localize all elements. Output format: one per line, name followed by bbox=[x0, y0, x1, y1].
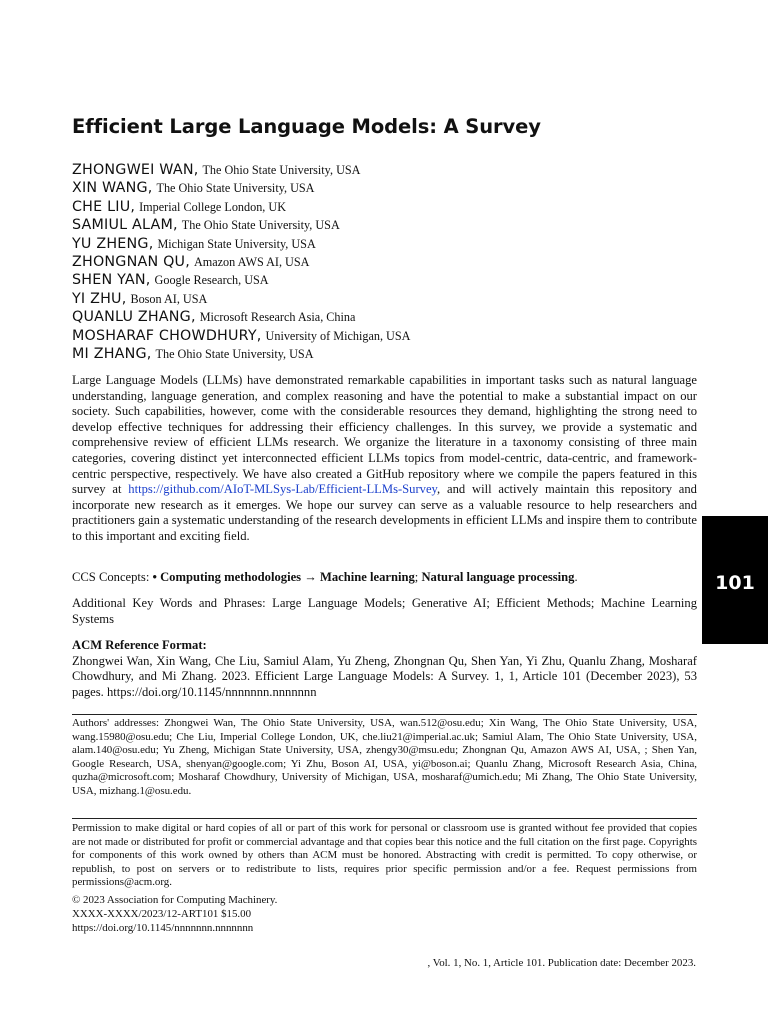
divider bbox=[72, 714, 697, 715]
ccs-end: . bbox=[574, 570, 578, 584]
paper-title: Efficient Large Language Models: A Survey bbox=[72, 115, 541, 138]
author-name: CHE LIU, bbox=[72, 198, 136, 215]
author-name: XIN WANG, bbox=[72, 180, 153, 197]
author-affiliation: Amazon AWS AI, USA bbox=[193, 254, 310, 269]
author-name: ZHONGNAN QU, bbox=[72, 253, 190, 270]
author-affiliation: Google Research, USA bbox=[154, 273, 269, 288]
author-entry bbox=[72, 216, 410, 234]
article-number: 101 bbox=[715, 572, 755, 594]
abstract-text-continued: , and will actively maintain this repository and incorporate new research as it emerges. We hope our survey can serve as a valuable resource to help researchers and practitioners gain a systematic understanding of the research developments in efficient LLMs and inspire them to contribute to this important and exciting field. bbox=[72, 482, 697, 543]
abstract-text: Large Language Models (LLMs) have demonstrated remarkable capabilities in important tasks such as natural language understanding, language generation, and complex reasoning and have the potential to make a substantial impact on our society. Such capabilities, however, come with the considerable resources they demand, highlighting the strong need to develop effective techniques for addressing their efficiency challenges. In this survey, we provide a systematic and comprehensive review of efficient LLMs research. We organize the literature in a taxonomy consisting of three main categories, covering distinct yet interconnected efficient LLMs topics from model-centric, data-centric, and framework-centric perspective, respectively. We have also created a GitHub repository where we compile the papers featured in this survey at bbox=[72, 373, 697, 497]
author-name: YU ZHENG, bbox=[72, 235, 154, 252]
author-affiliation: Michigan State University, USA bbox=[157, 236, 316, 251]
author-entry bbox=[72, 161, 410, 179]
keywords: Additional Key Words and Phrases: Large Language Models; Generative AI; Efficient Methods; Machine Learning Systems bbox=[72, 596, 697, 626]
issn-line: XXXX-XXXX/2023/12-ART101 $15.00 bbox=[72, 908, 252, 920]
publication-info: , Vol. 1, No. 1, Article 101. Publication date: December 2023. bbox=[427, 957, 696, 969]
author-name: MI ZHANG, bbox=[72, 345, 152, 362]
author-affiliation: Boson AI, USA bbox=[130, 291, 208, 306]
author-affiliation: The Ohio State University, USA bbox=[155, 346, 314, 361]
author-entry bbox=[72, 235, 410, 253]
author-name: MOSHARAF CHOWDHURY, bbox=[72, 327, 262, 344]
author-entry bbox=[72, 179, 410, 197]
author-affiliation: The Ohio State University, USA bbox=[181, 218, 340, 233]
author-name: ZHONGWEI WAN, bbox=[72, 162, 199, 178]
author-entry bbox=[72, 198, 410, 216]
acm-reference-heading: ACM Reference Format: bbox=[72, 638, 207, 652]
ccs-concepts bbox=[72, 569, 697, 585]
copyright-line: © 2023 Association for Computing Machinery. bbox=[72, 894, 278, 906]
ccs-bullet: • bbox=[152, 570, 157, 584]
ccs-concept-computing: Computing methodologies bbox=[160, 570, 302, 584]
divider bbox=[72, 818, 697, 819]
ccs-separator: ; bbox=[414, 570, 419, 584]
author-list bbox=[72, 161, 410, 363]
ccs-label: CCS Concepts: bbox=[72, 570, 153, 584]
ccs-concept-nlp: Natural language processing bbox=[421, 570, 575, 584]
author-name: SAMIUL ALAM, bbox=[72, 217, 178, 234]
author-entry bbox=[72, 271, 410, 289]
author-affiliation: University of Michigan, USA bbox=[265, 328, 411, 343]
author-name: YI ZHU, bbox=[72, 290, 127, 307]
acm-reference-text: Zhongwei Wan, Xin Wang, Che Liu, Samiul Alam, Yu Zheng, Zhongnan Qu, Shen Yan, Yi Zhu, Quanlu Zhang, Mosharaf Chowdhury, and Mi Zhang. 2023. Efficient Large Language Models: A Survey. 1, 1, Article 101 (December 2023), 53 pages. https://doi.org/10.1145/nnnnnnn.nnnnnnn bbox=[72, 653, 697, 699]
ccs-arrow: → bbox=[304, 570, 317, 584]
author-entry bbox=[72, 345, 410, 363]
github-link[interactable]: https://github.com/AIoT-MLSys-Lab/Efficient-LLMs-Survey bbox=[128, 482, 438, 497]
author-entry bbox=[72, 308, 410, 326]
author-entry bbox=[72, 327, 410, 345]
author-affiliation: Microsoft Research Asia, China bbox=[199, 310, 356, 325]
author-affiliation: The Ohio State University, USA bbox=[202, 163, 361, 177]
author-name: QUANLU ZHANG, bbox=[72, 309, 196, 326]
author-entry bbox=[72, 290, 410, 308]
author-entry bbox=[72, 253, 410, 271]
author-name: SHEN YAN, bbox=[72, 272, 151, 289]
authors-addresses: Authors' addresses: Zhongwei Wan, The Ohio State University, USA, wan.512@osu.edu; Xin Wang, The Ohio State University, USA, wang.15980@osu.edu; Che Liu, Imperial College London, UK, che.liu21@imperial.ac.uk; Samiul Alam, The Ohio State University, USA, alam.140@osu.edu; Yu Zheng, Michigan State University, USA, zhengy30@msu.edu; Zhongnan Qu, Amazon AWS AI, USA, ; Shen Yan, Google Research, USA, shenyan@google.com; Yi Zhu, Boson AI, USA, yi@boson.ai; Quanlu Zhang, Microsoft Research Asia, China, quzha@microsoft.com; Mosharaf Chowdhury, University of Michigan, USA, mosharaf@umich.edu; Mi Zhang, The Ohio State University, USA, mizhang.1@osu.edu. bbox=[72, 717, 697, 797]
permission-notice: Permission to make digital or hard copies of all or part of this work for personal or classroom use is granted without fee provided that copies are not made or distributed for profit or commercial advantage and that copies bear this notice and the full citation on the first page. Copyrights for components of this work owned by others than ACM must be honored. Abstracting with credit is permitted. To copy otherwise, or republish, to post on servers or to redistribute to lists, requires prior specific permission and/or a fee. Request permissions from permissions@acm.org. bbox=[72, 822, 697, 889]
author-affiliation: The Ohio State University, USA bbox=[156, 181, 315, 196]
abstract bbox=[72, 373, 697, 545]
acm-reference bbox=[72, 638, 697, 700]
doi-line: https://doi.org/10.1145/nnnnnnn.nnnnnnn bbox=[72, 922, 254, 934]
ccs-concept-ml: Machine learning bbox=[319, 570, 415, 584]
author-affiliation: Imperial College London, UK bbox=[139, 199, 287, 214]
